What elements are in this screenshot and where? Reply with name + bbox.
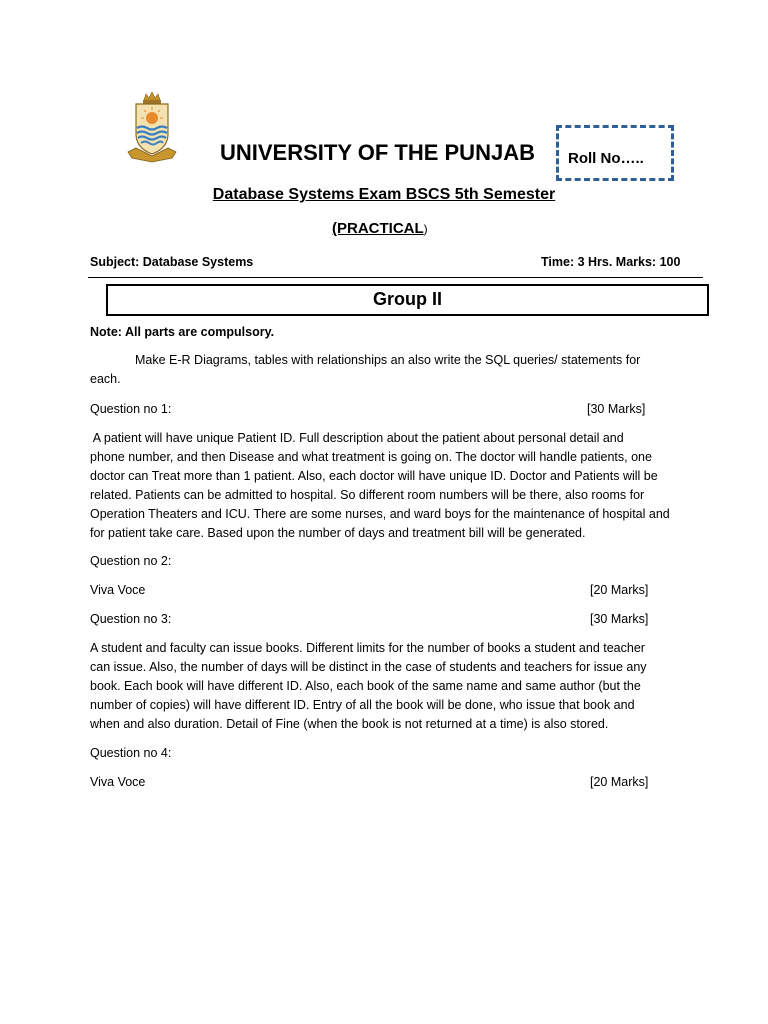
question-1-line: doctor can Treat more than 1 patient. Also, each doctor will have unique ID. Doctor and Patients will be	[90, 469, 658, 483]
question-2-label: Question no 2:	[90, 554, 172, 568]
university-crest-logo	[92, 92, 212, 168]
question-4-marks: [20 Marks]	[590, 775, 649, 789]
time-marks: Time: 3 Hrs. Marks: 100	[541, 255, 681, 269]
subject-line: Subject: Database Systems	[90, 255, 254, 269]
question-3-header	[90, 610, 660, 629]
question-1-line: Operation Theaters and ICU. There are some nurses, and ward boys for the maintenance of hospital and	[90, 507, 670, 521]
question-1-header	[90, 400, 660, 419]
question-4-label: Question no 4:	[90, 746, 172, 760]
practical-close-paren: )	[423, 222, 428, 236]
question-1-line: for patient take care. Based upon the number of days and treatment bill will be generated.	[90, 526, 586, 540]
question-2-item-row	[90, 581, 660, 600]
exam-title: Database Systems Exam BSCS 5th Semester	[212, 186, 556, 203]
question-1-line: phone number, and then Disease and what treatment is going on. The doctor will handle patients, one	[90, 450, 652, 464]
question-1-line: related. Patients can be admitted to hospital. So different room numbers will be there, also rooms for	[90, 488, 645, 502]
question-4-item: Viva Voce	[90, 775, 146, 789]
instructions-line-2: each.	[90, 372, 121, 386]
instructions	[90, 351, 670, 389]
header-divider	[88, 277, 703, 278]
question-3-body	[90, 639, 680, 734]
roll-number-box	[556, 125, 674, 181]
question-1-line: A patient will have unique Patient ID. Full description about the patient about personal detail and	[90, 431, 624, 445]
practical-label: (PRACTICAL	[332, 220, 424, 237]
question-3-marks: [30 Marks]	[590, 612, 649, 626]
question-2-marks: [20 Marks]	[590, 583, 649, 597]
university-name: UNIVERSITY OF THE PUNJAB	[220, 140, 535, 165]
note: Note: All parts are compulsory.	[90, 325, 275, 339]
question-1-body	[90, 429, 680, 543]
question-1-marks: [30 Marks]	[587, 402, 646, 416]
group-heading-box	[106, 284, 709, 316]
question-3-line: when and also duration. Detail of Fine (when the book is not returned at a time) is also stored.	[90, 717, 609, 731]
question-2-item: Viva Voce	[90, 583, 146, 597]
question-3-line: can issue. Also, the number of days will be distinct in the case of students and teachers for issue any	[90, 660, 647, 674]
group-heading: Group II	[373, 289, 442, 309]
roll-number-label: Roll No…..	[568, 150, 644, 167]
question-3-line: A student and faculty can issue books. Different limits for the number of books a student and teacher	[90, 641, 645, 655]
practical-heading	[332, 220, 428, 237]
question-3-line: book. Each book will have different ID. Also, each book of the same name and same author (but the	[90, 679, 641, 693]
question-3-label: Question no 3:	[90, 612, 172, 626]
question-4-item-row	[90, 773, 660, 792]
instructions-line-1: Make E-R Diagrams, tables with relationships an also write the SQL queries/ statements for	[135, 353, 641, 367]
question-1-label: Question no 1:	[90, 402, 172, 416]
question-3-line: number of copies) will have different ID. Entry of all the book will be done, who issue that book and	[90, 698, 635, 712]
